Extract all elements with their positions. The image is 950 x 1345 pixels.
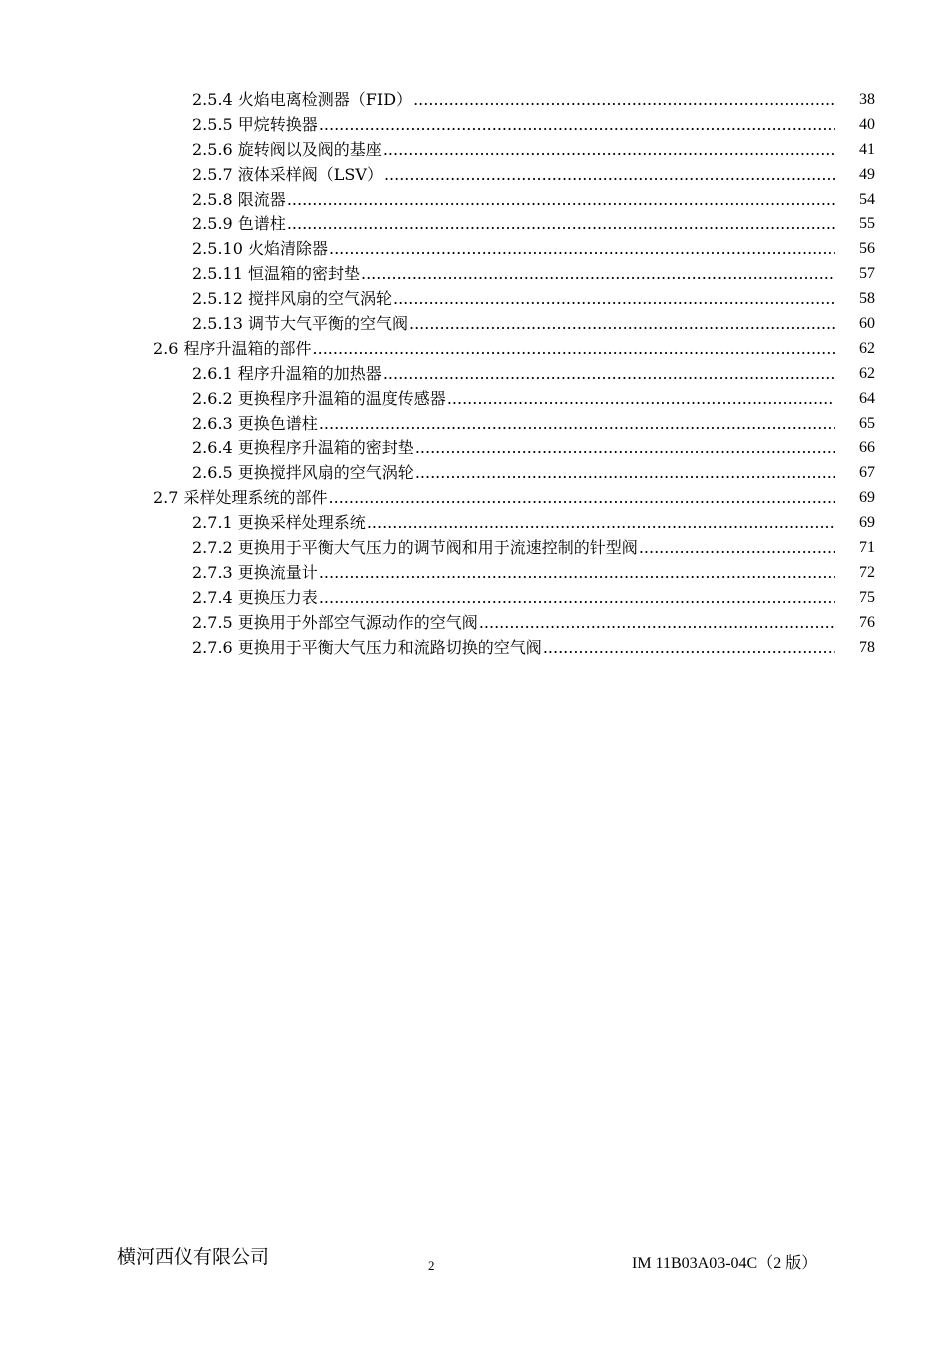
toc-dot-leader xyxy=(383,138,835,163)
toc-entry[interactable] xyxy=(0,536,950,561)
toc-entry-page-number: 76 xyxy=(859,613,875,631)
toc-entry-line xyxy=(153,486,839,511)
toc-dot-leader xyxy=(329,237,835,262)
toc-dot-leader xyxy=(383,362,835,387)
toc-entry-page-number: 55 xyxy=(859,215,875,233)
toc-entry-line xyxy=(153,337,839,362)
toc-entry[interactable] xyxy=(0,461,950,486)
toc-dot-leader xyxy=(319,561,835,586)
toc-entry-page-number: 69 xyxy=(859,489,875,507)
toc-entry-line xyxy=(192,461,839,486)
toc-entry-line xyxy=(192,212,839,237)
toc-entry-title: 2.7.1 更换采样处理系统 xyxy=(192,513,366,533)
footer-document-number: IM 11B03A03-04C（2 版） xyxy=(632,1255,818,1272)
toc-entry[interactable] xyxy=(0,163,950,188)
toc-entry-line xyxy=(192,138,839,163)
toc-entry-page-number: 49 xyxy=(859,165,875,183)
toc-entry-line xyxy=(192,362,839,387)
toc-dot-leader xyxy=(415,461,835,486)
toc-entry-title: 2.6.2 更换程序升温箱的温度传感器 xyxy=(192,388,446,408)
toc-entry-title: 2.6.1 程序升温箱的加热器 xyxy=(192,363,382,383)
toc-dot-leader xyxy=(543,636,835,661)
toc-entry-line xyxy=(192,262,839,287)
toc-entry-line xyxy=(192,312,839,337)
toc-dot-leader xyxy=(415,436,835,461)
toc-entry-page-number: 40 xyxy=(859,115,875,133)
toc-dot-leader xyxy=(319,586,835,611)
toc-entry-line xyxy=(192,436,839,461)
toc-entry-line xyxy=(192,287,839,312)
toc-entry-page-number: 75 xyxy=(859,588,875,606)
toc-entry-title: 2.5.5 甲烷转换器 xyxy=(192,114,318,134)
toc-entry[interactable] xyxy=(0,138,950,163)
toc-entry-title: 2.5.13 调节大气平衡的空气阀 xyxy=(192,314,408,334)
toc-entry-line xyxy=(192,636,839,661)
toc-dot-leader xyxy=(287,188,835,213)
toc-entry-page-number: 67 xyxy=(859,464,875,482)
toc-dot-leader xyxy=(384,163,835,188)
toc-entry-page-number: 72 xyxy=(859,563,875,581)
toc-entry-page-number: 54 xyxy=(859,190,875,208)
toc-dot-leader xyxy=(409,312,835,337)
toc-entry-title: 2.5.8 限流器 xyxy=(192,189,286,209)
toc-entry-page-number: 56 xyxy=(859,240,875,258)
toc-entry-title: 2.7.3 更换流量计 xyxy=(192,562,318,582)
toc-entry-line xyxy=(192,412,839,437)
toc-entry[interactable] xyxy=(0,312,950,337)
footer-page-number: 2 xyxy=(428,1258,435,1273)
toc-entry-page-number: 78 xyxy=(859,638,875,656)
toc-entry-line xyxy=(192,586,839,611)
toc-entry-title: 2.5.12 搅拌风扇的空气涡轮 xyxy=(192,289,392,309)
toc-entry-line xyxy=(192,88,839,113)
toc-entry-page-number: 60 xyxy=(859,315,875,333)
toc-entry-page-number: 38 xyxy=(859,91,875,108)
toc-entry[interactable] xyxy=(0,88,950,113)
toc-entry-page-number: 65 xyxy=(859,414,875,432)
toc-entry-page-number: 69 xyxy=(859,514,875,532)
toc-entry-title: 2.6 程序升温箱的部件 xyxy=(153,338,312,358)
toc-dot-leader xyxy=(413,88,835,113)
toc-entry[interactable] xyxy=(0,212,950,237)
toc-dot-leader xyxy=(393,287,835,312)
toc-entry-title: 2.5.11 恒温箱的密封垫 xyxy=(192,264,360,284)
toc-entry-page-number: 57 xyxy=(859,265,875,283)
toc-entry-line xyxy=(192,188,839,213)
toc-entry-page-number: 64 xyxy=(859,389,875,407)
toc-entry-page-number: 62 xyxy=(859,364,875,382)
table-of-contents xyxy=(0,88,950,660)
toc-dot-leader xyxy=(329,486,835,511)
toc-entry-line xyxy=(192,561,839,586)
toc-entry-title: 2.7 采样处理系统的部件 xyxy=(153,488,328,508)
toc-entry-line xyxy=(192,611,839,636)
toc-entry[interactable] xyxy=(0,387,950,412)
toc-entry-line xyxy=(192,237,839,262)
toc-entry[interactable] xyxy=(0,237,950,262)
toc-dot-leader xyxy=(447,387,835,412)
page-footer xyxy=(0,1238,950,1278)
toc-entry[interactable] xyxy=(0,436,950,461)
toc-entry-title: 2.5.10 火焰清除器 xyxy=(192,239,328,259)
toc-entry[interactable] xyxy=(0,287,950,312)
toc-entry[interactable] xyxy=(0,511,950,536)
toc-entry[interactable] xyxy=(0,262,950,287)
toc-entry-page-number: 71 xyxy=(859,539,875,557)
toc-entry-line xyxy=(192,163,839,188)
toc-entry-title: 2.6.4 更换程序升温箱的密封垫 xyxy=(192,438,414,458)
toc-entry[interactable] xyxy=(0,113,950,138)
toc-entry[interactable] xyxy=(0,486,950,511)
toc-entry-title: 2.5.9 色谱柱 xyxy=(192,214,286,234)
toc-dot-leader xyxy=(639,536,835,561)
toc-entry-title: 2.6.3 更换色谱柱 xyxy=(192,413,318,433)
toc-entry[interactable] xyxy=(0,337,950,362)
toc-entry-page-number: 58 xyxy=(859,290,875,308)
toc-entry[interactable] xyxy=(0,188,950,213)
toc-entry-page-number: 62 xyxy=(859,339,875,357)
toc-entry[interactable] xyxy=(0,636,950,661)
toc-dot-leader xyxy=(361,262,835,287)
toc-entry-title: 2.5.4 火焰电离检测器（FID） xyxy=(192,90,413,109)
toc-dot-leader xyxy=(479,611,835,636)
footer-company-name: 横河西仪有限公司 xyxy=(117,1246,270,1268)
toc-entry-title: 2.7.2 更换用于平衡大气压力的调节阀和用于流速控制的针型阀 xyxy=(192,538,638,558)
toc-entry-page-number: 41 xyxy=(859,140,875,158)
toc-dot-leader xyxy=(319,113,835,138)
toc-dot-leader xyxy=(287,212,835,237)
toc-entry-title: 2.7.6 更换用于平衡大气压力和流路切换的空气阀 xyxy=(192,637,542,657)
toc-entry-page-number: 66 xyxy=(859,439,875,457)
toc-entry[interactable] xyxy=(0,611,950,636)
toc-entry-line xyxy=(192,113,839,138)
toc-entry-title: 2.7.5 更换用于外部空气源动作的空气阀 xyxy=(192,612,478,632)
toc-entry-line xyxy=(192,536,839,561)
toc-entry[interactable] xyxy=(0,412,950,437)
toc-dot-leader xyxy=(319,412,835,437)
toc-entry[interactable] xyxy=(0,561,950,586)
toc-entry-line xyxy=(192,387,839,412)
toc-entry-title: 2.6.5 更换搅拌风扇的空气涡轮 xyxy=(192,463,414,483)
toc-entry-title: 2.5.7 液体采样阀（LSV） xyxy=(192,164,383,184)
toc-entry-title: 2.5.6 旋转阀以及阀的基座 xyxy=(192,139,382,159)
toc-entry[interactable] xyxy=(0,362,950,387)
toc-dot-leader xyxy=(367,511,835,536)
toc-entry[interactable] xyxy=(0,586,950,611)
toc-entry-title: 2.7.4 更换压力表 xyxy=(192,587,318,607)
toc-entry-line xyxy=(192,511,839,536)
toc-dot-leader xyxy=(313,337,835,362)
